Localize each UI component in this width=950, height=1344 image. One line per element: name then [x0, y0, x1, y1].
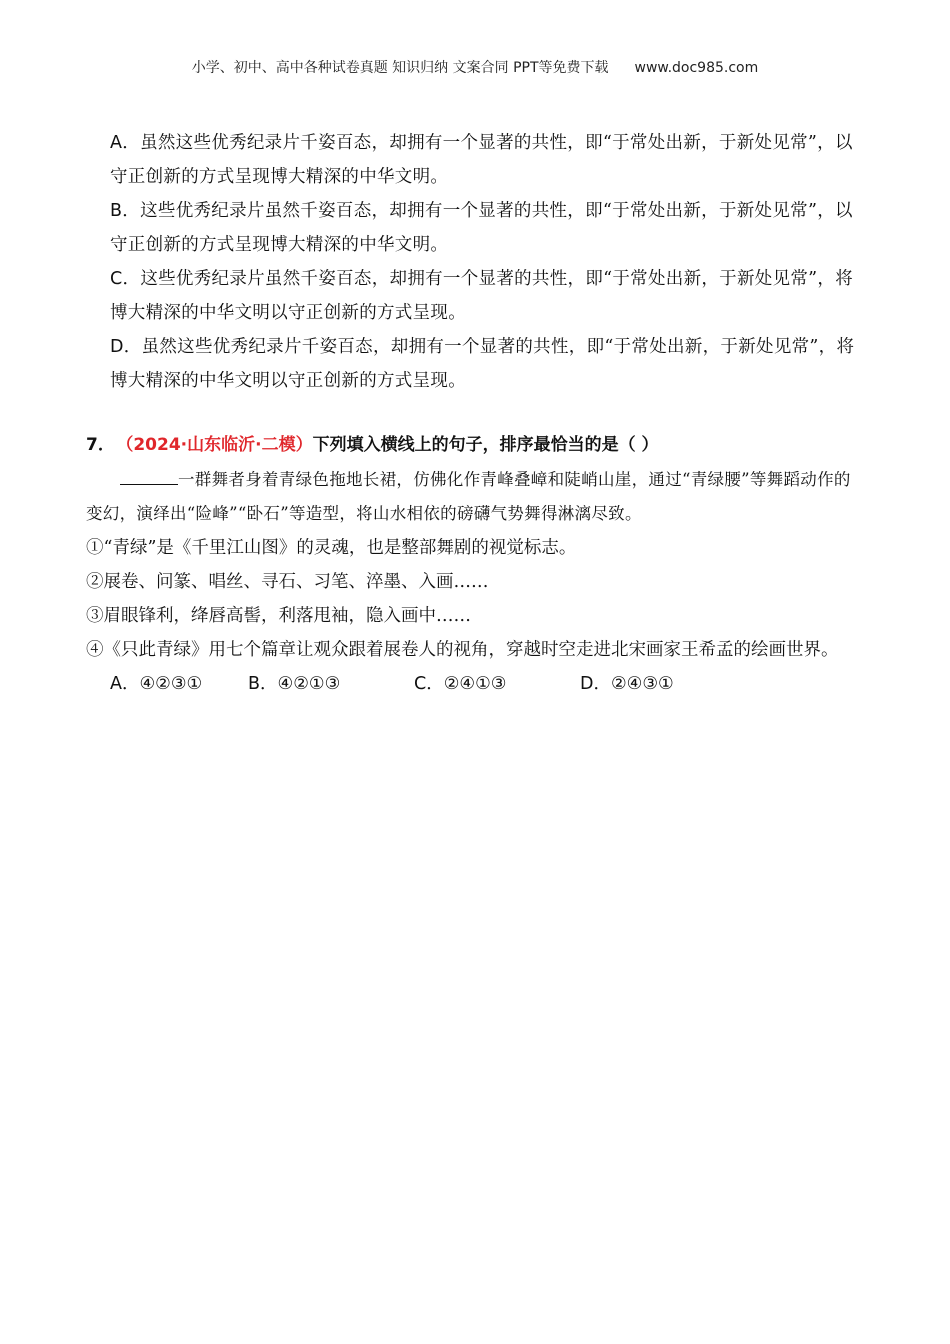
option-text: 虽然这些优秀纪录片千姿百态，却拥有一个显著的共性，即“于常处出新，于新处见常”，以守正创新的方式呈现博大精深的中华文明。	[110, 133, 853, 187]
option-text: 虽然这些优秀纪录片千姿百态，却拥有一个显著的共性，即“于常处出新，于新处见常”，将博大精深的中华文明以守正创新的方式呈现。	[110, 337, 855, 391]
choice-text: ④②③①	[139, 674, 203, 694]
answer-choices	[86, 667, 866, 701]
question-7	[86, 428, 866, 701]
header-text: 小学、初中、高中各种试卷真题 知识归纳 文案合同 PPT等免费下载	[191, 60, 609, 76]
choice-c[interactable]	[414, 667, 580, 701]
option-b[interactable]	[86, 194, 866, 262]
choice-b[interactable]	[248, 667, 414, 701]
option-label: C．	[110, 269, 141, 289]
question-passage	[86, 462, 866, 531]
sentence-item-2: ②展卷、问篆、唱丝、寻石、习笔、淬墨、入画……	[86, 572, 489, 592]
previous-question-options	[86, 126, 866, 398]
option-c[interactable]	[86, 262, 866, 330]
choice-text: ④②①③	[277, 674, 341, 694]
choice-label: D．	[580, 674, 611, 694]
question-prompt: 下列填入横线上的句子，排序最恰当的是（ ）	[312, 435, 659, 455]
option-label: D．	[110, 337, 142, 357]
question-heading	[86, 428, 866, 462]
question-source: （2024·山东临沂·二模）	[124, 435, 313, 455]
option-label: A．	[110, 133, 141, 153]
choice-label: C．	[414, 674, 444, 694]
page-header	[0, 57, 950, 77]
option-a[interactable]	[86, 126, 866, 194]
question-number: 7．	[86, 435, 115, 455]
choice-a[interactable]	[110, 667, 248, 701]
sentence-item-3: ③眉眼锋利，绛唇高髻，利落甩袖，隐入画中……	[86, 606, 471, 626]
header-url[interactable]: www.doc985.com	[634, 60, 759, 76]
fill-in-blank[interactable]	[120, 462, 178, 485]
sentence-item-4: ④《只此青绿》用七个篇章让观众跟着展卷人的视角，穿越时空走进北宋画家王希孟的绘画世界。	[86, 640, 839, 660]
option-text: 这些优秀纪录片虽然千姿百态，却拥有一个显著的共性，即“于常处出新，于新处见常”，以守正创新的方式呈现博大精深的中华文明。	[110, 201, 853, 255]
option-text: 这些优秀纪录片虽然千姿百态，却拥有一个显著的共性，即“于常处出新，于新处见常”，将博大精深的中华文明以守正创新的方式呈现。	[110, 269, 854, 323]
choice-d[interactable]	[580, 667, 674, 701]
document-body	[86, 126, 866, 701]
passage-text: 一群舞者身着青绿色拖地长裙，仿佛化作青峰叠嶂和陡峭山崖，通过“青绿腰”等舞蹈动作的变幻，演绎出“险峰”“卧石”等造型，将山水相依的磅礴气势舞得淋漓尽致。	[86, 470, 851, 523]
sentence-item-1: ①“青绿”是《千里江山图》的灵魂，也是整部舞剧的视觉标志。	[86, 538, 577, 558]
option-label: B．	[110, 201, 141, 221]
option-d[interactable]	[86, 330, 866, 398]
choice-text: ②④③①	[610, 674, 674, 694]
choice-label: A．	[110, 674, 140, 694]
choice-text: ②④①③	[443, 674, 507, 694]
choice-label: B．	[248, 674, 278, 694]
